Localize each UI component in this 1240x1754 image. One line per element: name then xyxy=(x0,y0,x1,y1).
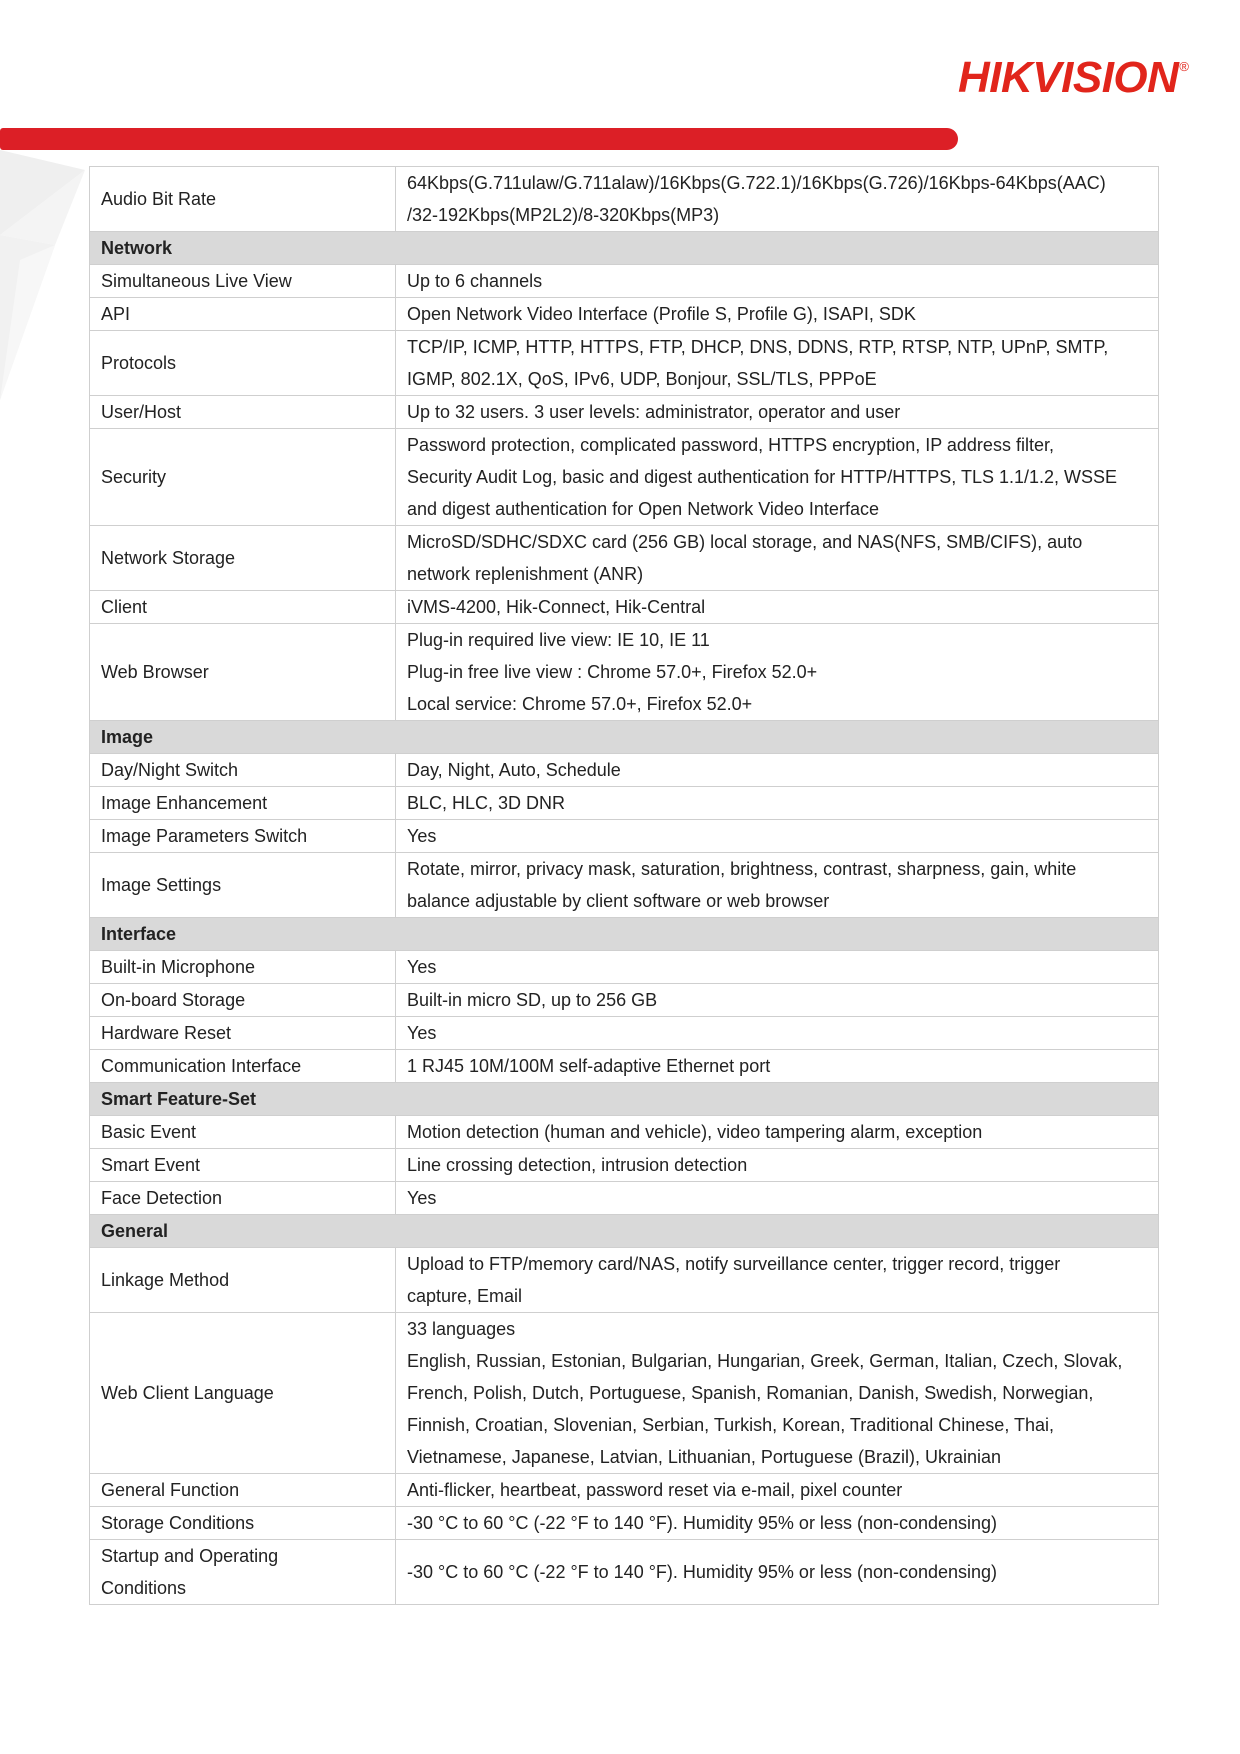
spec-value-line: Password protection, complicated password, HTTPS encryption, IP address filter, xyxy=(407,435,1054,455)
spec-value xyxy=(396,1507,1159,1540)
header-red-bar xyxy=(0,128,958,150)
spec-value-line: 1 RJ45 10M/100M self-adaptive Ethernet port xyxy=(407,1056,771,1076)
watermark-shape xyxy=(0,150,95,400)
spec-value xyxy=(396,1313,1159,1474)
spec-value-line: MicroSD/SDHC/SDXC card (256 GB) local storage, and NAS(NFS, SMB/CIFS), auto xyxy=(407,532,1083,552)
spec-row xyxy=(90,396,1159,429)
spec-value-line: TCP/IP, ICMP, HTTP, HTTPS, FTP, DHCP, DNS, DDNS, RTP, RTSP, NTP, UPnP, SMTP, xyxy=(407,337,1109,357)
spec-row xyxy=(90,1540,1159,1605)
spec-row xyxy=(90,265,1159,298)
registered-mark: ® xyxy=(1179,59,1189,74)
spec-value xyxy=(396,1050,1159,1083)
spec-value xyxy=(396,1540,1159,1605)
spec-row xyxy=(90,1050,1159,1083)
spec-value xyxy=(396,1149,1159,1182)
spec-label: Hardware Reset xyxy=(90,1017,396,1050)
spec-label: User/Host xyxy=(90,396,396,429)
section-header-row xyxy=(90,232,1159,265)
spec-row xyxy=(90,1017,1159,1050)
spec-value xyxy=(396,820,1159,853)
spec-value xyxy=(396,331,1159,396)
spec-table xyxy=(89,166,1159,1605)
spec-row xyxy=(90,1313,1159,1474)
spec-value-line: Vietnamese, Japanese, Latvian, Lithuanian, Portuguese (Brazil), Ukrainian xyxy=(407,1447,1002,1467)
spec-label: Web Browser xyxy=(90,624,396,721)
section-header-row xyxy=(90,1215,1159,1248)
spec-value xyxy=(396,298,1159,331)
spec-label: Day/Night Switch xyxy=(90,754,396,787)
spec-value-line: capture, Email xyxy=(407,1286,523,1306)
spec-label: Linkage Method xyxy=(90,1248,396,1313)
section-header-row xyxy=(90,918,1159,951)
spec-value xyxy=(396,624,1159,721)
spec-value-line: Open Network Video Interface (Profile S, Profile G), ISAPI, SDK xyxy=(407,304,916,324)
spec-row xyxy=(90,787,1159,820)
spec-label: Network Storage xyxy=(90,526,396,591)
spec-label: Protocols xyxy=(90,331,396,396)
spec-label xyxy=(90,1540,396,1605)
spec-value-line: iVMS-4200, Hik-Connect, Hik-Central xyxy=(407,597,706,617)
spec-row xyxy=(90,331,1159,396)
spec-label: Basic Event xyxy=(90,1116,396,1149)
spec-value xyxy=(396,265,1159,298)
spec-label: Smart Event xyxy=(90,1149,396,1182)
spec-row xyxy=(90,624,1159,721)
spec-value-line: Line crossing detection, intrusion detection xyxy=(407,1155,748,1175)
spec-value-line: Yes xyxy=(407,1188,437,1208)
spec-value-line: balance adjustable by client software or web browser xyxy=(407,891,830,911)
spec-value xyxy=(396,1017,1159,1050)
spec-row xyxy=(90,754,1159,787)
spec-value-line: Upload to FTP/memory card/NAS, notify surveillance center, trigger record, trigger xyxy=(407,1254,1061,1274)
spec-value-line: Built-in micro SD, up to 256 GB xyxy=(407,990,658,1010)
spec-label: Simultaneous Live View xyxy=(90,265,396,298)
spec-value xyxy=(396,1116,1159,1149)
spec-row xyxy=(90,1182,1159,1215)
spec-value xyxy=(396,429,1159,526)
spec-value-line: -30 °C to 60 °C (-22 °F to 140 °F). Humidity 95% or less (non-condensing) xyxy=(407,1562,998,1582)
spec-row xyxy=(90,984,1159,1017)
spec-value-line: Yes xyxy=(407,826,437,846)
spec-value xyxy=(396,396,1159,429)
spec-value-line: 64Kbps(G.711ulaw/G.711alaw)/16Kbps(G.722.1)/16Kbps(G.726)/16Kbps-64Kbps(AAC) xyxy=(407,173,1106,193)
spec-value-line: network replenishment (ANR) xyxy=(407,564,644,584)
spec-value-line: English, Russian, Estonian, Bulgarian, Hungarian, Greek, German, Italian, Czech, Slovak, xyxy=(407,1351,1123,1371)
spec-value-line: Anti-flicker, heartbeat, password reset via e-mail, pixel counter xyxy=(407,1480,903,1500)
spec-row xyxy=(90,429,1159,526)
spec-row xyxy=(90,526,1159,591)
spec-row xyxy=(90,1116,1159,1149)
spec-value-line: French, Polish, Dutch, Portuguese, Spanish, Romanian, Danish, Swedish, Norwegian, xyxy=(407,1383,1094,1403)
spec-label: Security xyxy=(90,429,396,526)
spec-value xyxy=(396,787,1159,820)
spec-row xyxy=(90,820,1159,853)
spec-label: Web Client Language xyxy=(90,1313,396,1474)
spec-value-line: IGMP, 802.1X, QoS, IPv6, UDP, Bonjour, SSL/TLS, PPPoE xyxy=(407,369,877,389)
spec-value-line: Up to 6 channels xyxy=(407,271,543,291)
spec-label: API xyxy=(90,298,396,331)
spec-value xyxy=(396,853,1159,918)
section-header-row xyxy=(90,1083,1159,1116)
spec-row xyxy=(90,853,1159,918)
section-title: Smart Feature-Set xyxy=(90,1083,1159,1116)
spec-label: Audio Bit Rate xyxy=(90,167,396,232)
spec-value xyxy=(396,526,1159,591)
spec-value-line: Finnish, Croatian, Slovenian, Serbian, Turkish, Korean, Traditional Chinese, Thai, xyxy=(407,1415,1055,1435)
spec-value-line: Yes xyxy=(407,957,437,977)
spec-value xyxy=(396,1182,1159,1215)
spec-value-line: Local service: Chrome 57.0+, Firefox 52.0+ xyxy=(407,694,753,714)
spec-label: Image Enhancement xyxy=(90,787,396,820)
spec-value-line: 33 languages xyxy=(407,1319,516,1339)
spec-value xyxy=(396,754,1159,787)
spec-value xyxy=(396,591,1159,624)
spec-value xyxy=(396,984,1159,1017)
spec-label: Built-in Microphone xyxy=(90,951,396,984)
spec-label-line: Conditions xyxy=(101,1578,187,1598)
section-title: Image xyxy=(90,721,1159,754)
spec-value-line: Plug-in required live view: IE 10, IE 11 xyxy=(407,630,710,650)
spec-label: Client xyxy=(90,591,396,624)
spec-label: General Function xyxy=(90,1474,396,1507)
spec-value-line: Day, Night, Auto, Schedule xyxy=(407,760,621,780)
spec-row xyxy=(90,591,1159,624)
spec-label: Face Detection xyxy=(90,1182,396,1215)
spec-table-body xyxy=(90,167,1159,1605)
spec-value-line: Up to 32 users. 3 user levels: administrator, operator and user xyxy=(407,402,901,422)
spec-value xyxy=(396,167,1159,232)
spec-value-line: Rotate, mirror, privacy mask, saturation, brightness, contrast, sharpness, gain, white xyxy=(407,859,1077,879)
spec-value-line: BLC, HLC, 3D DNR xyxy=(407,793,566,813)
spec-value-line: Plug-in free live view : Chrome 57.0+, Firefox 52.0+ xyxy=(407,662,818,682)
spec-row xyxy=(90,1248,1159,1313)
spec-label: Image Settings xyxy=(90,853,396,918)
spec-row xyxy=(90,167,1159,232)
spec-value-line: Motion detection (human and vehicle), video tampering alarm, exception xyxy=(407,1122,983,1142)
spec-row xyxy=(90,1474,1159,1507)
section-title: Interface xyxy=(90,918,1159,951)
spec-value-line: /32-192Kbps(MP2L2)/8-320Kbps(MP3) xyxy=(407,205,720,225)
spec-value-line: and digest authentication for Open Network Video Interface xyxy=(407,499,879,519)
logo-text: HIKVISION xyxy=(958,53,1179,102)
spec-row xyxy=(90,951,1159,984)
section-title: General xyxy=(90,1215,1159,1248)
spec-value xyxy=(396,1248,1159,1313)
spec-row xyxy=(90,298,1159,331)
section-title: Network xyxy=(90,232,1159,265)
spec-label-line: Startup and Operating xyxy=(101,1546,279,1566)
spec-value-line: Yes xyxy=(407,1023,437,1043)
spec-value xyxy=(396,1474,1159,1507)
spec-value-line: Security Audit Log, basic and digest authentication for HTTP/HTTPS, TLS 1.1/1.2, WSSE xyxy=(407,467,1118,487)
spec-row xyxy=(90,1507,1159,1540)
spec-label: Communication Interface xyxy=(90,1050,396,1083)
spec-value-line: -30 °C to 60 °C (-22 °F to 140 °F). Humidity 95% or less (non-condensing) xyxy=(407,1513,998,1533)
spec-label: Image Parameters Switch xyxy=(90,820,396,853)
spec-value xyxy=(396,951,1159,984)
section-header-row xyxy=(90,721,1159,754)
spec-label: Storage Conditions xyxy=(90,1507,396,1540)
spec-row xyxy=(90,1149,1159,1182)
brand-logo xyxy=(958,53,1189,102)
spec-label: On-board Storage xyxy=(90,984,396,1017)
